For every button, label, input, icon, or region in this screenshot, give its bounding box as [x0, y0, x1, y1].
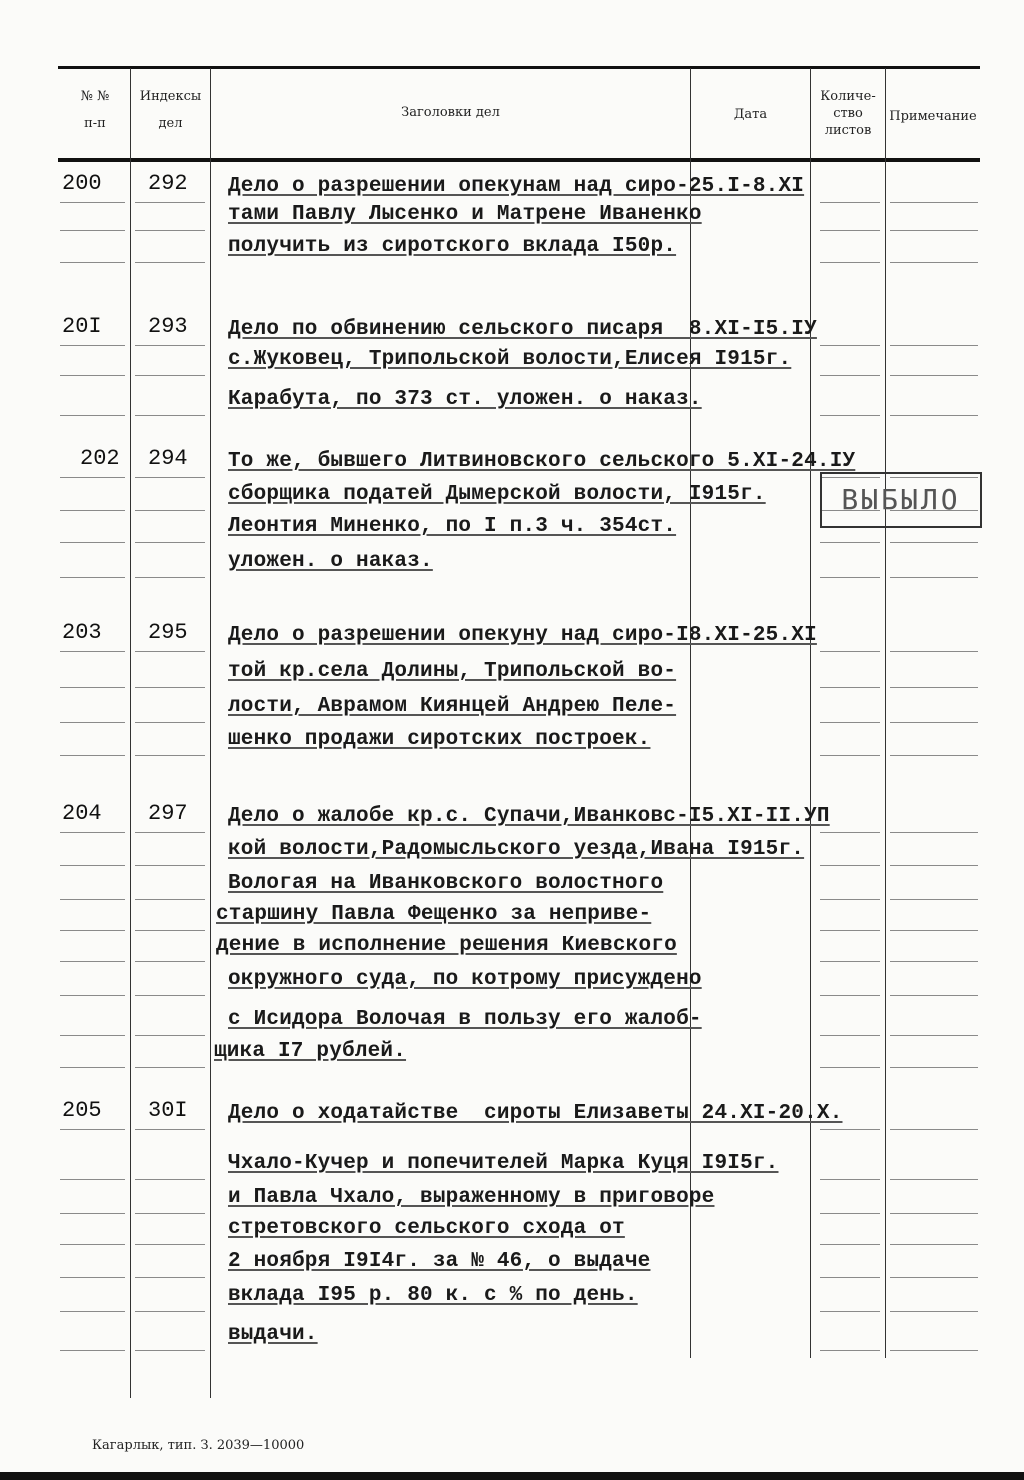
ruled-line: [135, 755, 205, 756]
ruled-line: [135, 1067, 205, 1068]
ruled-line: [820, 961, 880, 962]
stamp-vybylo: ВЫБЫЛО: [820, 472, 982, 528]
ruled-line: [820, 755, 880, 756]
ruled-line: [135, 415, 205, 416]
ruled-line: [60, 230, 125, 231]
row-number: 20I: [62, 314, 102, 339]
header-num-label: № №: [80, 89, 110, 104]
ruled-line: [820, 1311, 880, 1312]
case-title-line: дение в исполнение решения Киевского: [216, 934, 677, 957]
ruled-line: [60, 865, 125, 866]
ruled-line: [890, 1067, 978, 1068]
ruled-line: [820, 1350, 880, 1351]
case-title-line: Леонтия Миненко, по I п.3 ч. 354ст.: [228, 515, 677, 538]
ruled-line: [890, 542, 978, 543]
case-title-line: Дело по обвинению сельского писаря 8.XI-I5.IУ: [228, 318, 817, 341]
ruled-line: [60, 345, 125, 346]
case-title-line: выдачи.: [228, 1323, 318, 1346]
ruled-line: [135, 202, 205, 203]
ruled-line: [60, 1035, 125, 1036]
row-index: 294: [148, 446, 188, 471]
case-title-line: 2 ноября I9I4г. за № 46, о выдаче: [228, 1250, 651, 1273]
ruled-line: [820, 1179, 880, 1180]
case-title-line: лости, Аврамом Киянцей Андрею Пеле-: [228, 695, 677, 718]
case-title-line: с.Жуковец, Трипольской волости,Елисея I915г.: [228, 348, 792, 371]
ruled-line: [135, 1213, 205, 1214]
ruled-line: [890, 1035, 978, 1036]
ruled-line: [890, 345, 978, 346]
ruled-line: [135, 995, 205, 996]
ruled-line: [60, 1244, 125, 1245]
header-index-sub: дел: [158, 116, 183, 131]
header-num-sub: п-п: [84, 116, 106, 131]
ruled-line: [820, 722, 880, 723]
ruled-line: [890, 651, 978, 652]
ruled-line: [820, 577, 880, 578]
case-title-line: Карабута, по 373 ст. уложен. о наказ.: [228, 388, 702, 411]
ruled-line: [890, 230, 978, 231]
ruled-line: [890, 1213, 978, 1214]
ruled-line: [820, 345, 880, 346]
header-count: Количе- ство листов: [820, 89, 876, 138]
ruled-line: [890, 415, 978, 416]
ruled-line: [135, 1350, 205, 1351]
ruled-line: [135, 1129, 205, 1130]
ruled-line: [135, 375, 205, 376]
ruled-line: [135, 651, 205, 652]
scan-edge: [0, 1472, 1024, 1480]
ruled-line: [890, 1129, 978, 1130]
case-title-line: Вологая на Иванковского волостного: [228, 872, 664, 895]
row-number: 202: [80, 446, 120, 471]
ruled-line: [135, 930, 205, 931]
ruled-line: [60, 415, 125, 416]
case-title-line: с Исидора Волочая в пользу его жалоб-: [228, 1008, 702, 1031]
ruled-line: [135, 687, 205, 688]
ruled-line: [60, 899, 125, 900]
row-number: 203: [62, 620, 102, 645]
ruled-line: [135, 722, 205, 723]
ruled-line: [890, 1277, 978, 1278]
column-divider: [810, 68, 811, 1358]
ruled-line: [820, 202, 880, 203]
ruled-line: [820, 1277, 880, 1278]
case-title-line: щика I7 рублей.: [214, 1040, 407, 1063]
ruled-line: [135, 1311, 205, 1312]
ruled-line: [820, 865, 880, 866]
ruled-line: [60, 651, 125, 652]
case-title-line: той кр.села Долины, Трипольской во-: [228, 660, 677, 683]
header-bottom-rule: [58, 158, 980, 162]
ruled-line: [820, 1067, 880, 1068]
ruled-line: [890, 930, 978, 931]
case-title-line: Дело о разрешении опекунам над сиро-25.I-8.XI: [228, 175, 805, 198]
ruled-line: [60, 930, 125, 931]
ruled-line: [135, 262, 205, 263]
row-number: 205: [62, 1098, 102, 1123]
ruled-line: [60, 1277, 125, 1278]
column-divider: [885, 68, 886, 1358]
ruled-line: [890, 577, 978, 578]
ruled-line: [890, 375, 978, 376]
ruled-line: [60, 1350, 125, 1351]
case-title-line: Дело о разрешении опекуну над сиро-I8.XI-25.XI: [228, 624, 817, 647]
ruled-line: [135, 542, 205, 543]
header-index-label: Индексы: [139, 89, 202, 104]
row-number: 200: [62, 171, 102, 196]
case-title-line: Дело о ходатайстве сироты Елизаветы 24.XI-20.X.: [228, 1102, 843, 1125]
ruled-line: [135, 1179, 205, 1180]
case-title-line: Дело о жалобе кр.с. Супачи,Иванковс-I5.XI-II.УП: [228, 805, 830, 828]
case-title-line: вклада I95 р. 80 к. с % по день.: [228, 1284, 638, 1307]
ruled-line: [60, 577, 125, 578]
ruled-line: [820, 415, 880, 416]
row-index: 293: [148, 314, 188, 339]
ruled-line: [890, 722, 978, 723]
ruled-line: [135, 1244, 205, 1245]
ruled-line: [60, 1067, 125, 1068]
ruled-line: [820, 1244, 880, 1245]
ruled-line: [60, 755, 125, 756]
ruled-line: [135, 865, 205, 866]
header-num: [60, 88, 130, 132]
ruled-line: [820, 899, 880, 900]
case-title-line: получить из сиротского вклада I50р.: [228, 235, 677, 258]
row-index: 295: [148, 620, 188, 645]
ruled-line: [60, 1213, 125, 1214]
ruled-line: [890, 755, 978, 756]
column-divider: [210, 68, 211, 1398]
ruled-line: [820, 1213, 880, 1214]
case-title-line: и Павла Чхало, выраженному в приговоре: [228, 1186, 715, 1209]
ruled-line: [820, 651, 880, 652]
header-note: Примечание: [889, 109, 977, 124]
header-index: [131, 88, 210, 132]
ruled-line: [820, 832, 880, 833]
ruled-line: [60, 722, 125, 723]
ruled-line: [820, 375, 880, 376]
ruled-line: [135, 577, 205, 578]
ruled-line: [135, 510, 205, 511]
ruled-line: [135, 832, 205, 833]
ruled-line: [820, 1129, 880, 1130]
ruled-line: [60, 1311, 125, 1312]
header-date: Дата: [733, 107, 768, 122]
ruled-line: [890, 262, 978, 263]
column-divider: [130, 68, 131, 1398]
row-index: 297: [148, 801, 188, 826]
ruled-line: [60, 477, 125, 478]
ruled-line: [820, 687, 880, 688]
ruled-line: [135, 1277, 205, 1278]
ruled-line: [135, 477, 205, 478]
ruled-line: [890, 1350, 978, 1351]
ruled-line: [820, 1035, 880, 1036]
ruled-line: [890, 961, 978, 962]
row-index: 30I: [148, 1098, 188, 1123]
ruled-line: [890, 202, 978, 203]
ruled-line: [60, 1179, 125, 1180]
ruled-line: [60, 510, 125, 511]
ruled-line: [60, 262, 125, 263]
ruled-line: [60, 687, 125, 688]
ruled-line: [135, 230, 205, 231]
ruled-line: [60, 961, 125, 962]
ruled-line: [135, 345, 205, 346]
printer-footer: Кагарлык, тип. З. 2039—10000: [92, 1438, 305, 1453]
case-title-line: старшину Павла Фещенко за неприве-: [216, 903, 652, 926]
ruled-line: [135, 961, 205, 962]
case-title-line: Чхало-Кучер и попечителей Марка Куця I9I5г.: [228, 1152, 779, 1175]
case-title-line: шенко продажи сиротских построек.: [228, 728, 651, 751]
row-number: 204: [62, 801, 102, 826]
row-index: 292: [148, 171, 188, 196]
ruled-line: [820, 262, 880, 263]
ruled-line: [135, 1035, 205, 1036]
ruled-line: [890, 832, 978, 833]
case-title-line: стретовского сельского схода от: [228, 1217, 625, 1240]
ruled-line: [890, 899, 978, 900]
header-title: Заголовки дел: [401, 105, 500, 120]
case-title-line: тами Павлу Лысенко и Матрене Иваненко: [228, 203, 702, 226]
ruled-line: [60, 542, 125, 543]
ruled-line: [60, 832, 125, 833]
ruled-line: [820, 995, 880, 996]
ruled-line: [60, 1129, 125, 1130]
ruled-line: [820, 230, 880, 231]
ruled-line: [60, 202, 125, 203]
ruled-line: [820, 542, 880, 543]
ruled-line: [60, 375, 125, 376]
ruled-line: [135, 899, 205, 900]
case-title-line: уложен. о наказ.: [228, 550, 433, 573]
header-top-rule: [58, 66, 980, 69]
ruled-line: [820, 930, 880, 931]
case-title-line: окружного суда, по котрому присуждено: [228, 968, 702, 991]
case-title-line: То же, бывшего Литвиновского сельского 5.XI-24.IУ: [228, 450, 856, 473]
ruled-line: [890, 1179, 978, 1180]
case-title-line: сборщика податей Дымерской волости, I915г.: [228, 483, 766, 506]
ruled-line: [890, 995, 978, 996]
ruled-line: [60, 995, 125, 996]
ruled-line: [890, 1244, 978, 1245]
ruled-line: [890, 687, 978, 688]
ruled-line: [890, 865, 978, 866]
ruled-line: [890, 1311, 978, 1312]
case-title-line: кой волости,Радомысльского уезда,Ивана I915г.: [228, 838, 805, 861]
